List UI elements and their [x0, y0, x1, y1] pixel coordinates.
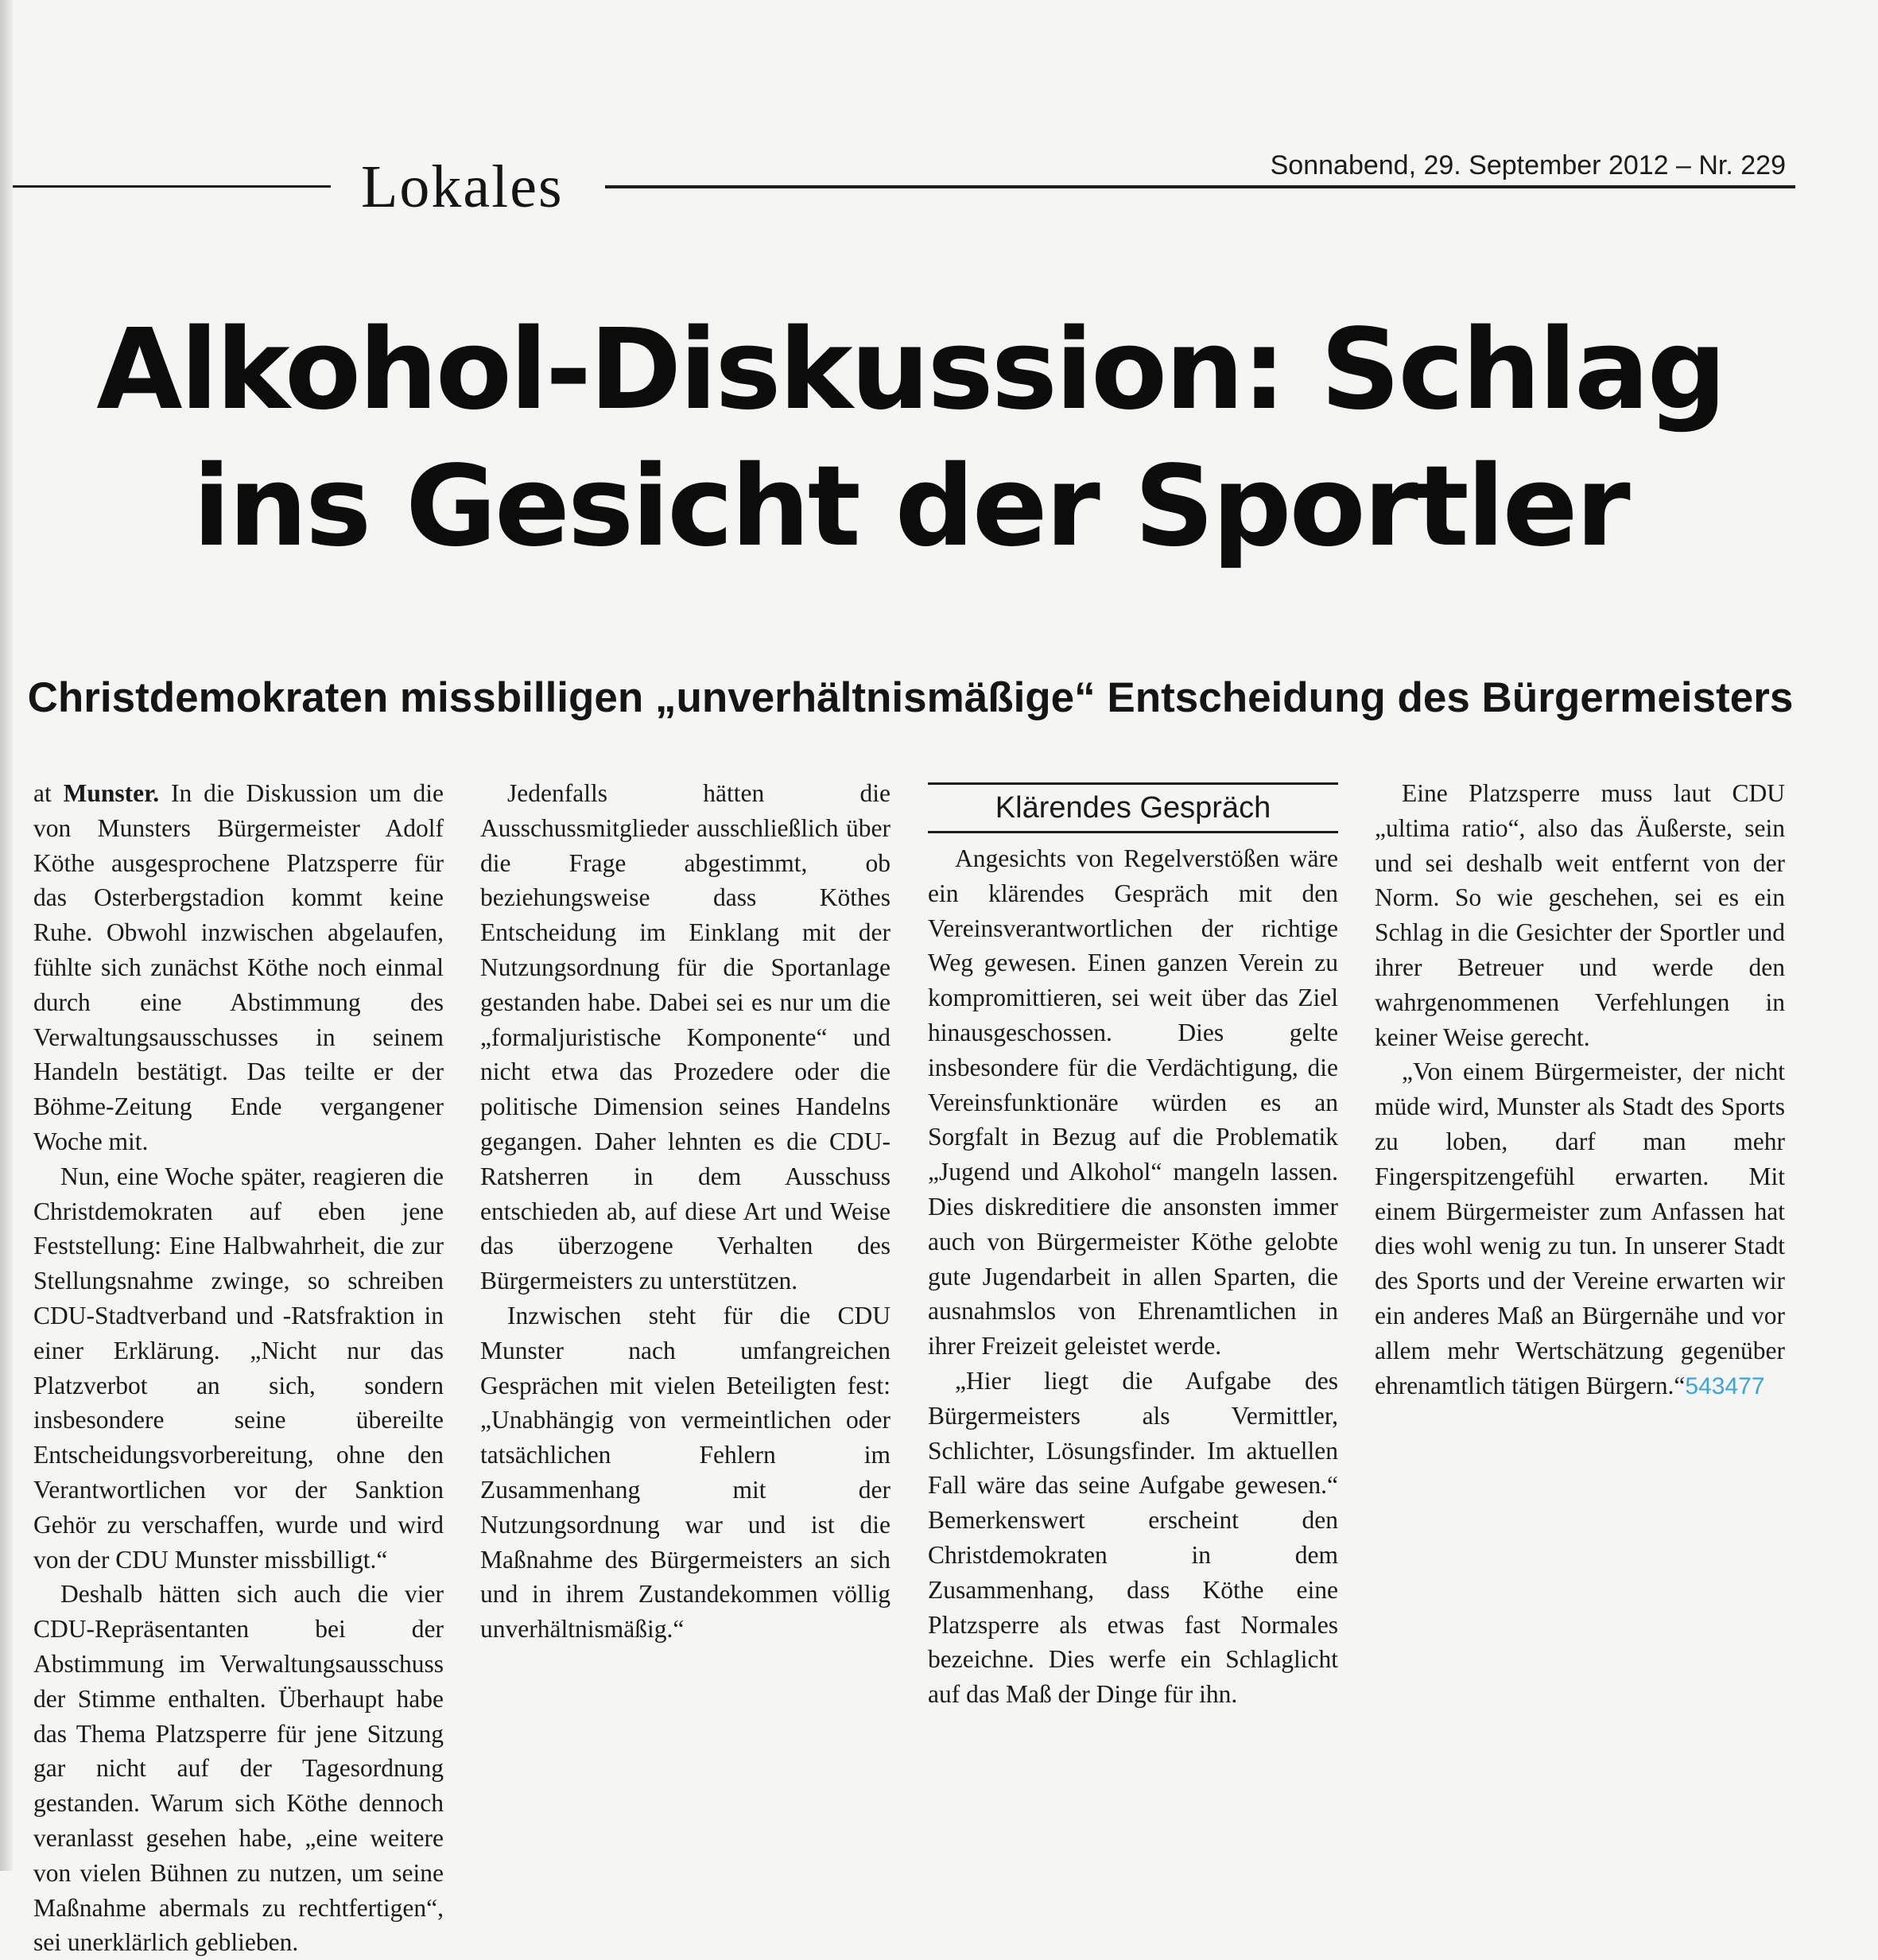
header-rule-left — [13, 185, 331, 188]
page-edge-shadow — [0, 0, 13, 1871]
text-column-4 — [1375, 776, 1785, 1403]
paragraph-4: Jedenfalls hätten die Ausschussmitglieder ausschließlich über die Frage abgestimmt, ob beziehungsweise dass Köthes Entscheidung im Einklang mit der Nutzungsordnung für die Sportanlage gestanden habe. Dabei sei es nur um die „formaljuristische Komponente“ und nicht etwa das Prozedere oder die politische Dimension seines Handelns gegangen. Daher lehnten es die CDU-Ratsherren in dem Ausschuss entschieden ab, auf diese Art und Weise das überzogene Verhalten des Bürgermeisters zu unterstützen. — [480, 779, 890, 1295]
paragraph-9-text: „Von einem Bürgermeister, der nicht müde wird, Munster als Stadt des Sports zu loben, darf man mehr Fingerspitzengefühl erwarten. Mit einem Bürgermeister zum Anfassen hat dies wohl wenig zu tun. In unserer Stadt des Sports und der Vereine erwarten wir ein anderes Maß an Bürgernähe und vor allem mehr Wertschätzung gegenüber ehrenamtlich tätigen Bürgern.“ — [1375, 1058, 1785, 1399]
paragraph-1 — [33, 776, 444, 1159]
paragraph-5: Inzwischen steht für die CDU Munster nach umfangreichen Gesprächen mit vielen Beteiligten fest: „Unabhängig von vermeintlichen oder tatsächlichen Fehlern im Zusammenhang mit der Nutzungsordnung war und ist die Maßnahme des Bürgermeisters an sich und in ihrem Zustandekommen völlig unverhältnismäßig.“ — [480, 1301, 890, 1644]
issue-dateline: Sonnabend, 29. September 2012 – Nr. 229 — [1270, 150, 1786, 180]
paragraph-9 — [1375, 1054, 1785, 1403]
article-code: 543477 — [1685, 1372, 1765, 1399]
paragraph-2: Nun, eine Woche später, reagieren die Christdemokraten auf eben jene Feststellung: Eine Halbwahrheit, die zur Stellungsnahme zwinge, so schreiben CDU-Stadtverband und -Ratsfraktion in einer Erklärung. „Nicht nur das Platzverbot an sich, sondern insbesondere seine übereilte Entscheidungsvorbereitung, ohne den Verantwortlichen vor der Sanktion Gehör zu verschaffen, wurde und wird von der CDU Munster missbilligt.“ — [33, 1162, 444, 1574]
headline-line-2: ins Gesicht der Sportler — [192, 442, 1628, 572]
paragraph-1-text: In die Diskussion um die von Munsters Bürgermeister Adolf Köthe ausgesprochene Platzsperre für das Osterbergstadion kommt keine Ruhe. Obwohl inzwischen abgelaufen, fühlte sich zunächst Köthe noch einmal durch eine Abstimmung des Verwaltungsausschusses in seinem Handeln bestätigt. Das teilte er der Böhme-Zeitung Ende vergangener Woche mit. — [33, 779, 444, 1155]
text-column-3 — [928, 776, 1338, 1712]
text-column-1 — [33, 776, 444, 1960]
paragraph-8: Eine Platzsperre muss laut CDU „ultima ratio“, also das Äußerste, sein und sei deshalb weit entfernt von der Norm. So wie geschehen, sei es ein Schlag in die Gesichter der Sportler und ihrer Betreuer und werde den wahrgenommenen Verfehlungen in keiner Weise gerecht. — [1375, 779, 1785, 1051]
article-subheadline: Christdemokraten missbilligen „unverhältnismäßige“ Entscheidung des Bürgermeisters — [27, 674, 1794, 721]
page-header — [13, 142, 1786, 229]
paragraph-3: Deshalb hätten sich auch die vier CDU-Repräsentanten bei der Abstimmung im Verwaltungsausschuss der Stimme enthalten. Überhaupt habe das Thema Platzsperre für jene Sitzung gar nicht auf der Tagesordnung gestanden. Warum sich Köthe dennoch veranlasst gesehen habe, „eine weitere von vielen Bühnen zu nutzen, um seine Maßnahme abermals zu rechtfertigen“, sei unerklärlich geblieben. — [33, 1580, 444, 1957]
text-column-2 — [480, 776, 890, 1647]
article-headline — [24, 302, 1797, 576]
byline: at — [33, 779, 52, 807]
intertitle: Klärendes Gespräch — [928, 782, 1338, 833]
headline-line-1: Alkohol-Diskussion: Schlag — [96, 305, 1725, 435]
header-rule-right — [605, 185, 1795, 188]
section-title: Lokales — [361, 153, 564, 220]
dateline-place: Munster. — [63, 779, 160, 807]
paragraph-6: Angesichts von Regelverstößen wäre ein klärendes Gespräch mit den Vereinsverantwortlichen der richtige Weg gewesen. Einen ganzen Verein zu kompromittieren, sei weit über das Ziel hinausgeschossen. Dies gelte insbesondere für die Verdächtigung, die Vereinsfunktionäre würden es an Sorgfalt in Bezug auf die Problematik „Jugend und Alkohol“ mangeln lassen. Dies diskreditiere die ansonsten immer auch von Bürgermeister Köthe gelobte gute Jugendarbeit in allen Sparten, die ausnahmslos von Ehrenamtlichen in ihrer Freizeit geleistet werde. — [928, 844, 1338, 1360]
paragraph-7: „Hier liegt die Aufgabe des Bürgermeisters als Vermittler, Schlichter, Lösungsfinder. Im aktuellen Fall wäre das seine Aufgabe gewesen.“ Bemerkenswert erscheint den Christdemokraten in dem Zusammenhang, dass Köthe eine Platzsperre als etwas fast Normales bezeichne. Dies werfe ein Schlaglicht auf das Maß der Dinge für ihn. — [928, 1366, 1338, 1709]
